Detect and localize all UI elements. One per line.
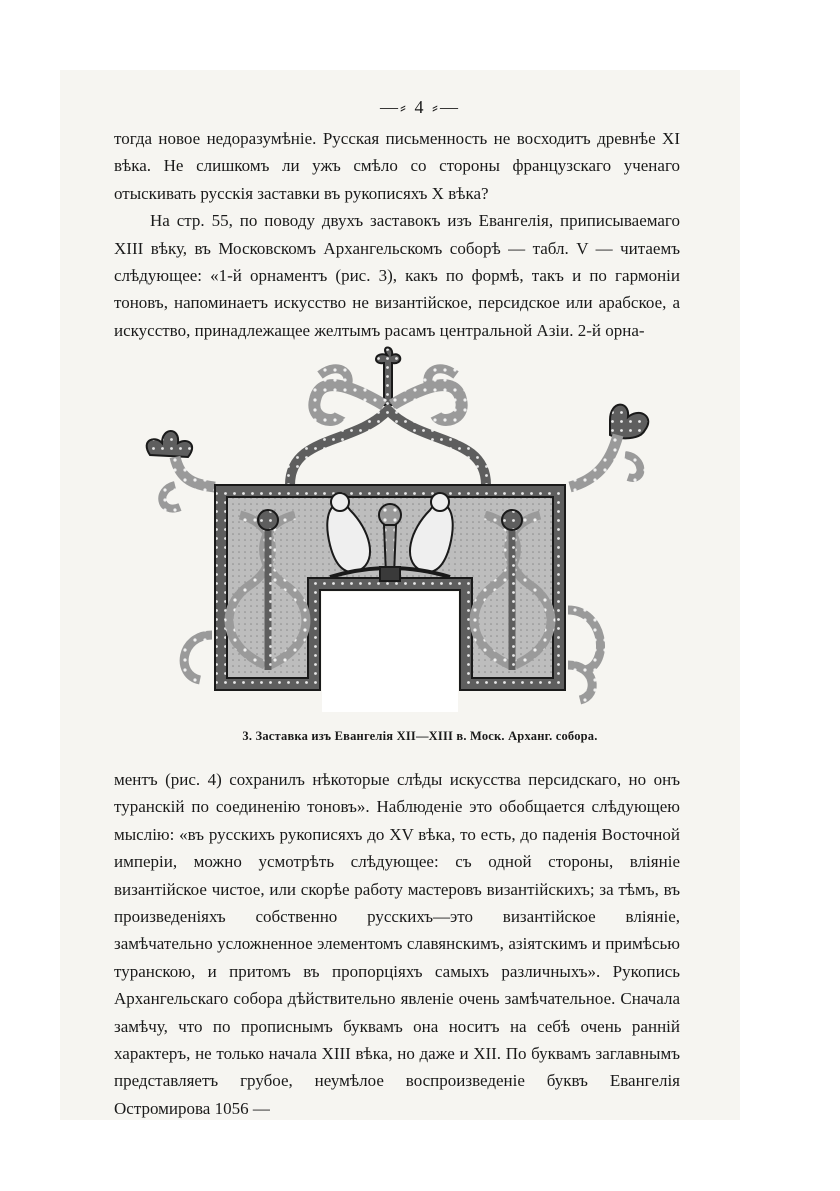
- paragraph: тогда новое недоразумѣніе. Русская письменность не восходитъ древнѣе XI вѣка. Не слишкомъ ли ужъ смѣло со стороны французскаго ученаго отыскивать русскія заставки въ рукописяхъ X вѣка?: [114, 129, 680, 203]
- left-fleur-ornament: [147, 431, 215, 509]
- paragraph: На стр. 55, по поводу двухъ заставокъ изъ Евангелія, приписываемаго XIII вѣку, въ Московскомъ Архангельскомъ соборѣ — табл. V — читаемъ слѣдующее: «1-й орнаментъ (рис. 3), какъ по формѣ, такъ и по гармоніи тоновъ, напоминаетъ искусство не византійское, персидское или арабское, а искусство, принадлежащее желтымъ расамъ центральной Азіи. 2-й орна-: [114, 211, 680, 340]
- right-fleur-ornament: [570, 405, 648, 487]
- center-opening: [322, 592, 458, 712]
- text-block-bottom: [114, 766, 680, 1122]
- paragraph: ментъ (рис. 4) сохранилъ нѣкоторые слѣды искусства персидскаго, но онъ туранскій по соединенію тоновъ». Наблюденіе это обобщается слѣдующею мыслію: «въ русскихъ рукописяхъ до XV вѣка, то есть, до паденія Восточной имперіи, можно усмотрѣть слѣдующее: съ одной стороны, вліяніе византійское чистое, или скорѣе работу мастеровъ византійскихъ; за тѣмъ, въ произведеніяхъ собственно русскихъ—это византійское вліяніе, замѣчательно усложненное элементомъ славянскимъ, азіятскимъ и примѣсью туранскою, и притомъ въ пропорціяхъ самыхъ различныхъ». Рукопись Архангельскаго собора дѣйствительно явленіе очень замѣчательное. Сначала замѣчу, что по прописнымъ буквамъ она носитъ на себѣ очень ранній характеръ, не только начала XIII вѣка, но даже и XII. По буквамъ заглавнымъ представляетъ грубое, неумѣлое воспроизведеніе буквъ Евангелія Остромирова 1056 —: [114, 770, 680, 1118]
- crest-ornament: [290, 348, 486, 486]
- birds-motif: [327, 493, 452, 581]
- page-number: —⸗ 4 ⸗—: [380, 97, 460, 117]
- text-block-top: [114, 125, 680, 344]
- figure-caption: 3. Заставка изъ Евангелія XII—XIII в. Моск. Арханг. собора.: [242, 729, 598, 743]
- ornament-headpiece-illustration: [140, 345, 660, 715]
